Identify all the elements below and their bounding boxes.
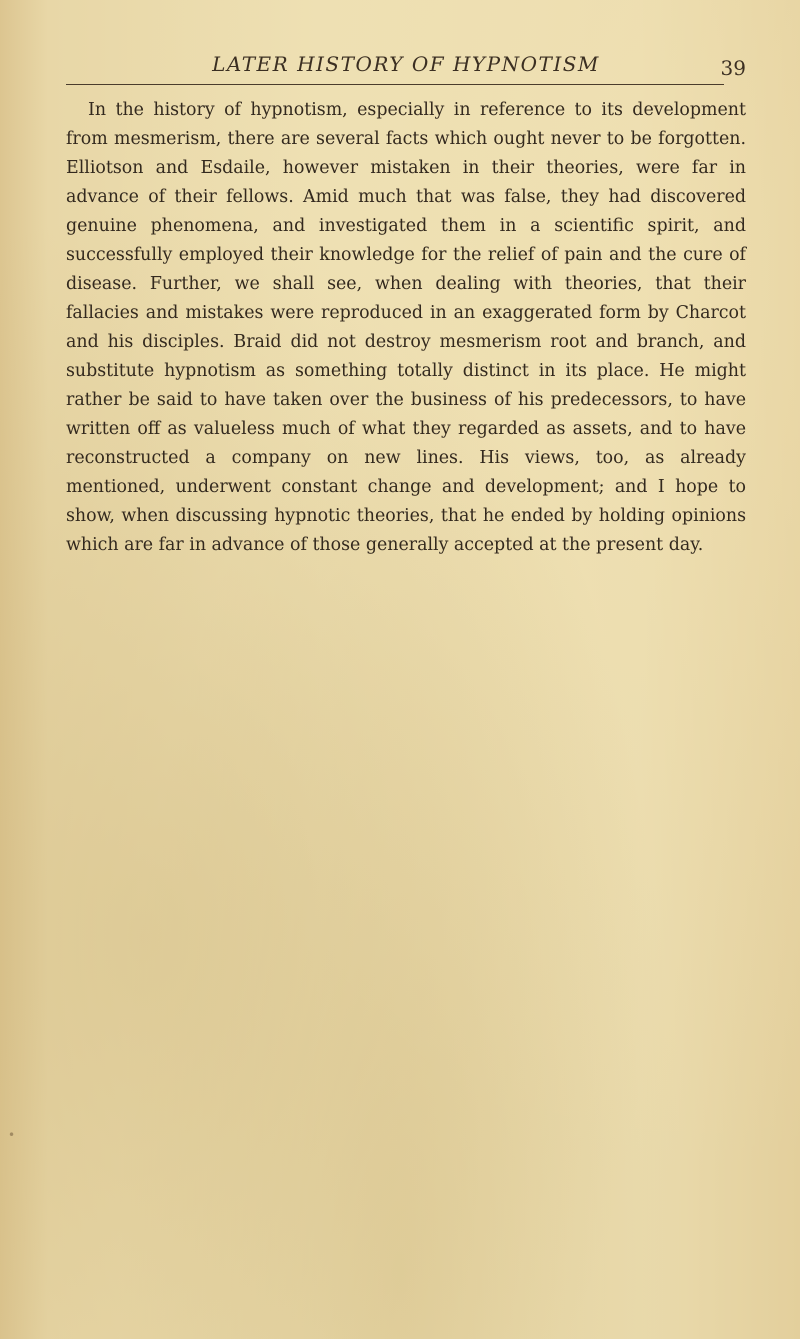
page-number: 39 xyxy=(720,56,746,80)
ink-smudge: • xyxy=(8,1128,16,1142)
running-title: LATER HISTORY OF HYPNOTISM xyxy=(212,52,600,76)
header-rule xyxy=(66,84,724,85)
running-head xyxy=(66,52,746,88)
body-paragraph: In the history of hypnotism, especially in reference to its development from mesmerism, there are several facts which ought never to be forgotten. Elliotson and Esdaile, however mistaken in their theories, were far in advance of their fellows. Amid much that was false, they had discovered genuine phenomena, and investigated them in a scientific spirit, and successfully employed their knowledge for the relief of pain and the cure of disease. Further, we shall see, when dealing with theories, that their fallacies and mistakes were reproduced in an exaggerated form by Charcot and his disciples. Braid did not destroy mesmerism root and branch, and substitute hypnotism as something totally distinct in its place. He might rather be said to have taken over the business of his predecessors, to have written off as valueless much of what they regarded as assets, and to have reconstructed a company on new lines. His views, too, as already mentioned, underwent constant change and development; and I hope to show, when discussing hypnotic theories, that he ended by holding opinions which are far in advance of those generally accepted at the present day. xyxy=(66,100,746,555)
